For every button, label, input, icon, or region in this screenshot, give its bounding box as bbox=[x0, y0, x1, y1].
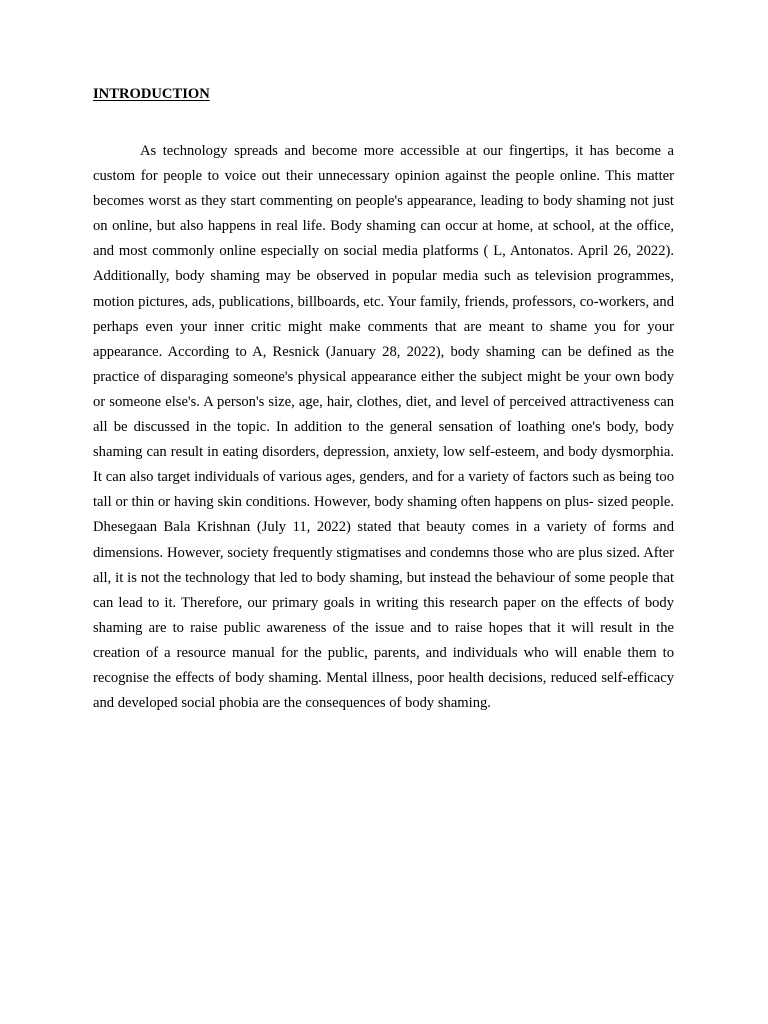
introduction-paragraph: As technology spreads and become more accessible at our fingertips, it has become a custom for people to voice out their unnecessary opinion against the people online. This matter becomes worst as they start commenting on people's appearance, leading to body shaming not just on online, but also happens in real life. Body shaming can occur at home, at school, at the office, and most commonly online especially on social media platforms ( L, Antonatos. April 26, 2022). Additionally, body shaming may be observed in popular media such as television programmes, motion pictures, ads, publications, billboards, etc. Your family, friends, professors, co-workers, and perhaps even your inner critic might make comments that are meant to shame you for your appearance. According to A, Resnick (January 28, 2022), body shaming can be defined as the practice of disparaging someone's physical appearance either the subject might be your own body or someone else's. A person's size, age, hair, clothes, diet, and level of perceived attractiveness can all be discussed in the topic. In addition to the general sensation of loathing one's body, body shaming can result in eating disorders, depression, anxiety, low self-esteem, and body dysmorphia. It can also target individuals of various ages, genders, and for a variety of factors such as being too tall or thin or having skin conditions. However, body shaming often happens on plus- sized people. Dhesegaan Bala Krishnan (July 11, 2022) stated that beauty comes in a variety of forms and dimensions. However, society frequently stigmatises and condemns those who are plus sized. After all, it is not the technology that led to body shaming, but instead the behaviour of some people that can lead to it. Therefore, our primary goals in writing this research paper on the effects of body shaming are to raise public awareness of the issue and to raise hopes that it will result in the creation of a resource manual for the public, parents, and individuals who will enable them to recognise the effects of body shaming. Mental illness, poor health decisions, reduced self-efficacy and developed social phobia are the consequences of body shaming. bbox=[93, 143, 674, 712]
section-heading: INTRODUCTION bbox=[93, 86, 210, 102]
